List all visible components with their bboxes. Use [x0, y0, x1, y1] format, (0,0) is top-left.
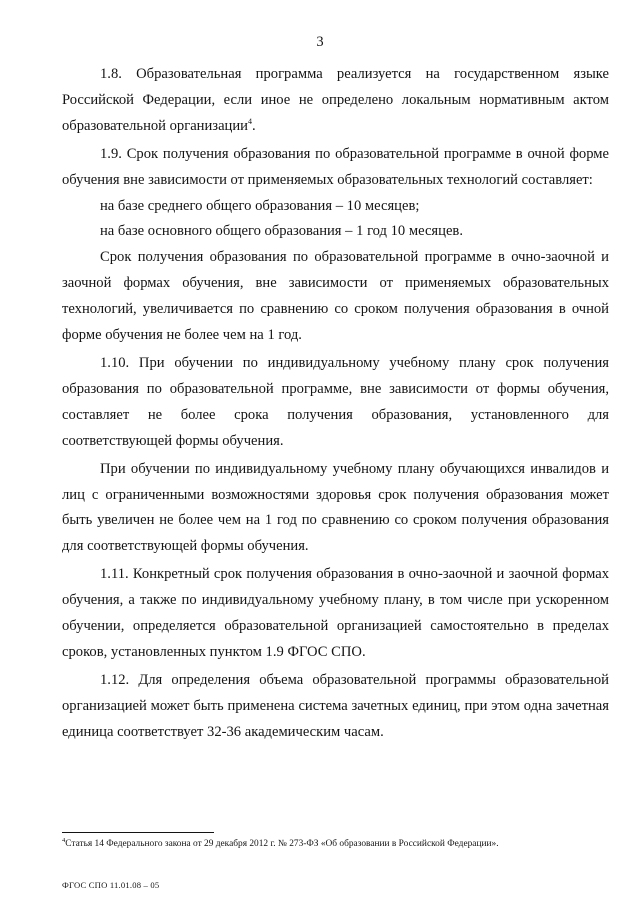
footnote-number: 4 — [62, 836, 66, 844]
footnote — [62, 838, 610, 851]
paragraph-disabled-students: При обучении по индивидуальному учебному плану обучающихся инвалидов и лиц с ограниченными возможностями здоровья срок получения образования может быть увеличен не более чем на 1 год по сравнению со сроком получения образования для соответствующей формы обучения. — [62, 460, 609, 555]
paragraph-1-8-text: 1.8. Образовательная программа реализуется на государственном языке Российской Федерации, если иное не определено локальным нормативным актом образовательной организации — [62, 66, 609, 134]
paragraph-1-9: 1.9. Срок получения образования по образовательной программе в очной форме обучения вне зависимости от применяемых образовательных технологий составляет: — [62, 145, 609, 188]
footnote-text: Статья 14 Федерального закона от 29 декабря 2012 г. № 273-ФЗ «Об образовании в Российской Федерации». — [65, 839, 499, 849]
paragraph-base-basic: на базе основного общего образования – 1 год 10 месяцев. — [100, 223, 463, 240]
paragraph-1-11: 1.11. Конкретный срок получения образования в очно-заочной и заочной формах обучения, а также по индивидуальному учебному плану, в том числе при ускоренном обучении, определяется образовательной организацией самостоятельно в пределах сроков, установленных пунктом 1.9 ФГОС СПО. — [62, 566, 609, 660]
footnote-reference: 4 — [247, 116, 252, 126]
paragraph-1-8 — [62, 62, 609, 140]
paragraph-1-12: 1.12. Для определения объема образовательной программы образовательной организацией может быть применена система зачетных единиц, при этом одна зачетная единица соответствует 32-36 академическим часам. — [62, 671, 609, 740]
paragraph-part-time: Срок получения образования по образовательной программе в очно-заочной и заочной формах обучения, вне зависимости от применяемых образовательных технологий, увеличивается по сравнению со сроком получения образования в очной форме обучения не более чем на 1 год. — [62, 249, 609, 344]
footer-document-code: ФГОС СПО 11.01.08 – 05 — [62, 880, 160, 890]
footnote-divider — [62, 832, 214, 833]
paragraph-1-8-suffix: . — [251, 117, 256, 134]
paragraph-base-secondary: на базе среднего общего образования – 10 месяцев; — [100, 197, 420, 214]
paragraph-1-10: 1.10. При обучении по индивидуальному учебному плану срок получения образования по образовательной программе, вне зависимости от формы обучения, составляет не более срока получения образования, установленного для соответствующей формы обучения. — [62, 354, 609, 449]
page-number: 3 — [316, 34, 324, 50]
document-body — [62, 62, 609, 746]
